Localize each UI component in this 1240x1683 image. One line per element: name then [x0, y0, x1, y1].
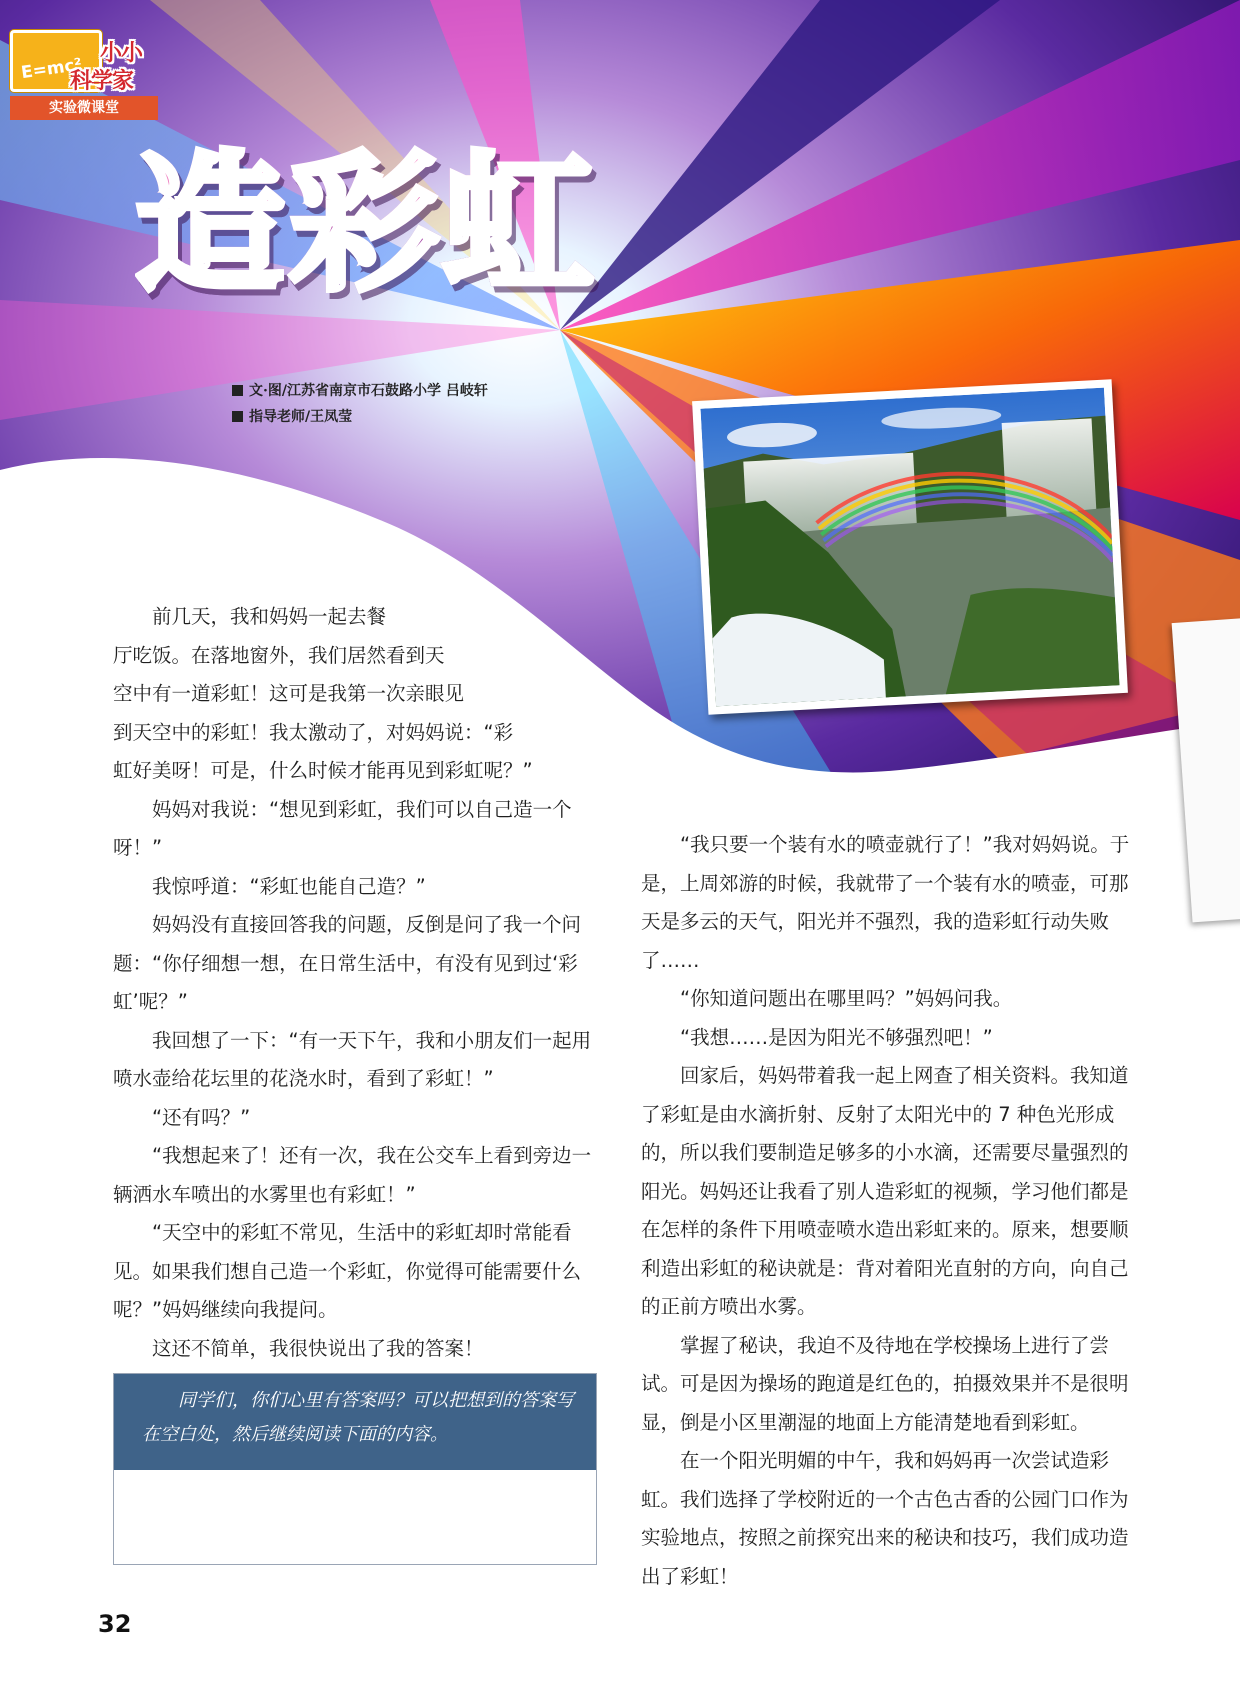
paragraph-text: “我只要一个装有水的喷壶就行了！”我对妈妈说。于是，上周郊游的时候，我就带了一个装有水的喷壶，可那天是多云的天气，阳光并不强烈，我的造彩虹行动失败了……	[641, 833, 1130, 972]
paragraph	[641, 1327, 1131, 1443]
paragraph	[113, 1022, 595, 1099]
paragraph-text: 妈妈没有直接回答我的问题，反倒是问了我一个问题：“你仔细想一想，在日常生活中，有没有见到过‘彩虹’呢？”	[113, 913, 582, 1013]
prompt-header	[114, 1374, 596, 1470]
paragraph	[113, 906, 595, 1022]
paragraph-text: “你知道问题出在哪里吗？”妈妈问我。	[680, 987, 1013, 1010]
column-name: 实验微课堂	[10, 96, 158, 120]
paragraph-text: 虹好美呀！可是，什么时候才能再见到彩虹呢？”	[113, 759, 533, 782]
paragraph	[641, 826, 1131, 980]
square-bullet-icon	[232, 411, 243, 422]
paragraph-text: “我想……是因为阳光不够强烈吧！”	[680, 1025, 993, 1049]
paragraph	[113, 791, 595, 868]
paragraph	[113, 598, 443, 637]
paragraph-text: 我惊呼道：“彩虹也能自己造？”	[152, 874, 426, 898]
paragraph-text: “我想起来了！还有一次，我在公交车上看到旁边一辆洒水车喷出的水雾里也有彩虹！”	[113, 1144, 592, 1206]
paragraph	[113, 868, 595, 907]
paragraph-text: 厅吃饭。在落地窗外，我们居然看到天	[113, 643, 445, 667]
paragraph-text: 空中有一道彩虹！这可是我第一次亲眼见	[113, 682, 465, 705]
credits	[232, 378, 488, 430]
square-bullet-icon	[232, 385, 243, 396]
badge-line2: 科学家	[70, 69, 134, 94]
waterfall-photo-frame	[692, 379, 1128, 715]
author-credit	[232, 378, 488, 404]
paragraph	[113, 675, 493, 714]
paragraph-text: “天空中的彩虹不常见，生活中的彩虹却时常能看见。如果我们想自己造一个彩虹，你觉得可能需要什么呢？”妈妈继续向我提问。	[113, 1221, 582, 1321]
paragraph	[113, 637, 473, 676]
article-title: 造彩虹	[135, 138, 598, 312]
paragraph-text: “还有吗？”	[152, 1105, 251, 1129]
paragraph-text: 我回想了一下：“有一天下午，我和小朋友们一起用喷水壶给花坛里的花浇水时，看到了彩虹！”	[113, 1028, 592, 1090]
paragraph	[113, 1137, 595, 1214]
paragraph-text: 妈妈对我说：“想见到彩虹，我们可以自己造一个呀！”	[113, 797, 572, 859]
column-badge	[10, 30, 158, 122]
badge-formula: E=mc²	[19, 54, 84, 84]
paragraph	[641, 980, 1131, 1019]
paragraph-text: 在一个阳光明媚的中午，我和妈妈再一次尝试造彩虹。我们选择了学校附近的一个古色古香的公园门口作为实验地点，按照之前探究出来的秘诀和技巧，我们成功造出了彩虹！	[641, 1449, 1129, 1588]
paragraph	[641, 1057, 1131, 1327]
prompt-text: 同学们，你们心里有答案吗？可以把想到的答案写在空白处，然后继续阅读下面的内容。	[142, 1390, 574, 1445]
left-column	[113, 598, 595, 1368]
paragraph-text: 到天空中的彩虹！我太激动了，对妈妈说：“彩	[113, 720, 514, 744]
paragraph	[113, 1214, 595, 1330]
page-number: 32	[98, 1610, 132, 1638]
paragraph-text: 这还不简单，我很快说出了我的答案！	[152, 1336, 484, 1360]
answer-blank-area[interactable]	[114, 1470, 596, 1564]
paragraph-text: 回家后，妈妈带着我一起上网查了相关资料。我知道了彩虹是由水滴折射、反射了太阳光中的 7 种色光形成的，所以我们要制造足够多的小水滴，还需要尽量强烈的阳光。妈妈还让我看了别人造彩虹的视频，学习他们都是在怎样的条件下用喷壶喷水造出彩虹来的。原来，想要顺利造出彩虹的秘诀就是：背对着阳光直射的方向，向自己的正前方喷出水雾。	[641, 1064, 1129, 1318]
paragraph	[113, 752, 573, 791]
right-column	[641, 826, 1131, 1596]
paragraph	[641, 1019, 1131, 1058]
paragraph	[113, 1330, 595, 1369]
teacher-credit	[232, 404, 488, 430]
teacher-credit-text: 指导老师/王凤莹	[249, 409, 353, 425]
paragraph-text: 掌握了秘诀，我迫不及待地在学校操场上进行了尝试。可是因为操场的跑道是红色的，拍摄效果并不是很明显，倒是小区里潮湿的地面上方能清楚地看到彩虹。	[641, 1333, 1129, 1434]
waterfall-rainbow-photo	[700, 388, 1119, 707]
answer-prompt-box	[113, 1373, 597, 1565]
badge-line1: 小小	[100, 41, 143, 66]
author-credit-text: 文·图/江苏省南京市石鼓路小学 吕岐轩	[249, 383, 488, 399]
paragraph	[641, 1442, 1131, 1596]
paragraph-text: 前几天，我和妈妈一起去餐	[152, 605, 387, 628]
paragraph	[113, 714, 533, 753]
paragraph	[113, 1099, 595, 1138]
